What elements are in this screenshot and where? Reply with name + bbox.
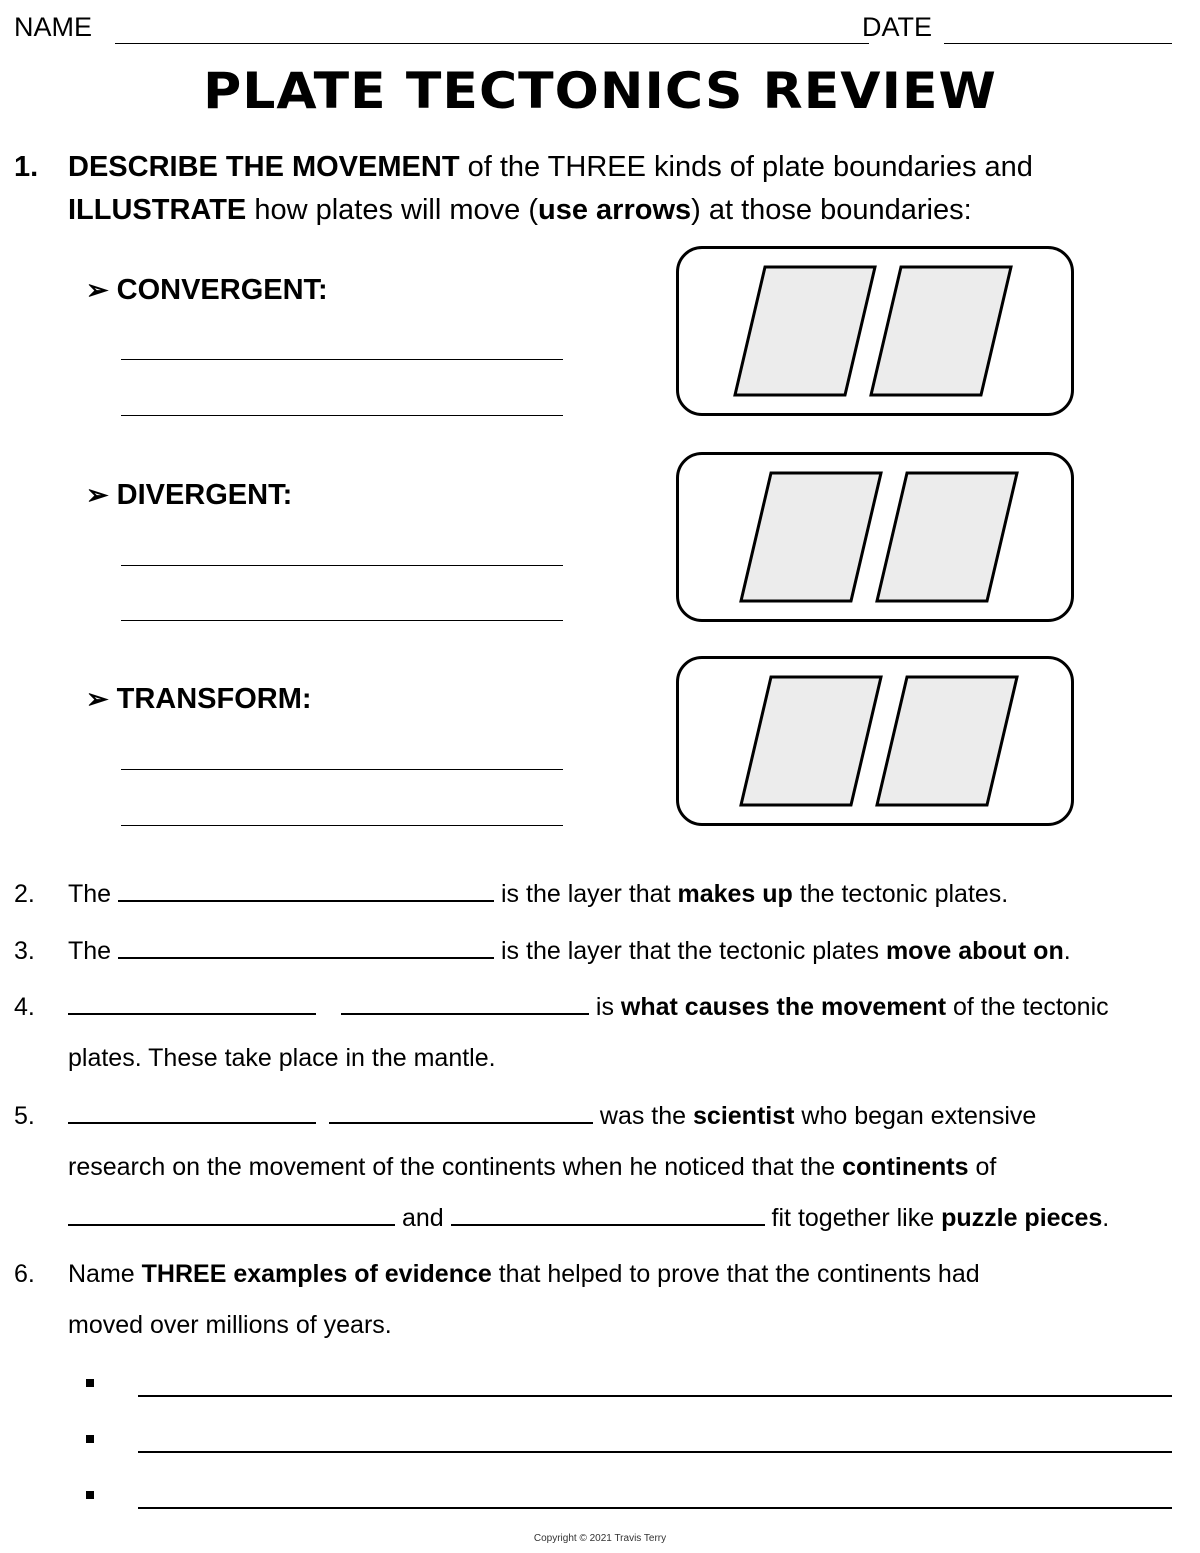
convergent-answer-line-1[interactable] bbox=[121, 359, 563, 360]
plates-icon bbox=[679, 455, 1071, 619]
question-text-continued bbox=[68, 1193, 1109, 1244]
answer-blank[interactable] bbox=[68, 1200, 395, 1226]
question-text bbox=[68, 869, 1008, 920]
page-title: PLATE TECTONICS REVIEW bbox=[203, 62, 997, 120]
question-text-continued bbox=[68, 1142, 996, 1193]
boundary-name: DIVERGENT: bbox=[116, 479, 293, 511]
emphasis: makes up bbox=[677, 880, 793, 908]
date-label: DATE bbox=[862, 12, 933, 42]
text: of bbox=[968, 1153, 997, 1181]
transform-answer-line-1[interactable] bbox=[121, 769, 563, 770]
text: and bbox=[395, 1204, 451, 1232]
transform-label bbox=[86, 683, 312, 716]
text: was the bbox=[592, 1102, 694, 1130]
answer-blank[interactable] bbox=[68, 1098, 316, 1124]
copyright-notice: Copyright © 2021 Travis Terry bbox=[533, 1533, 667, 1544]
emphasis: move about on bbox=[885, 937, 1064, 965]
divergent-illustration-box[interactable] bbox=[676, 452, 1074, 622]
arrow-bullet-icon: ➢ bbox=[86, 275, 109, 305]
emphasis: THREE examples of evidence bbox=[141, 1260, 492, 1288]
arrow-bullet-icon: ➢ bbox=[86, 480, 109, 510]
plates-icon bbox=[679, 659, 1071, 823]
square-bullet-icon bbox=[86, 1435, 94, 1443]
date-field[interactable] bbox=[944, 43, 1172, 44]
transform-illustration-box[interactable] bbox=[676, 656, 1074, 826]
text: who began extensive bbox=[794, 1102, 1037, 1130]
text: that helped to prove that the continents had bbox=[491, 1260, 980, 1288]
emphasis: DESCRIBE THE MOVEMENT bbox=[68, 151, 460, 183]
text: Name bbox=[68, 1260, 142, 1288]
header bbox=[14, 12, 1172, 46]
convergent-illustration-box[interactable] bbox=[676, 246, 1074, 416]
square-bullet-icon bbox=[86, 1491, 94, 1499]
emphasis: puzzle pieces bbox=[941, 1204, 1103, 1232]
text: is the layer that the tectonic plates bbox=[494, 937, 886, 965]
emphasis: continents bbox=[842, 1153, 969, 1181]
answer-blank[interactable] bbox=[341, 989, 589, 1015]
plates-icon bbox=[679, 249, 1071, 413]
text: how plates will move ( bbox=[246, 194, 538, 226]
emphasis: scientist bbox=[693, 1102, 795, 1130]
text: is bbox=[588, 993, 621, 1021]
answer-blank[interactable] bbox=[451, 1200, 765, 1226]
text: fit together like bbox=[764, 1204, 942, 1232]
question-number: 4. bbox=[14, 993, 35, 1021]
question-4 bbox=[14, 982, 1194, 1084]
text: . bbox=[1102, 1204, 1110, 1232]
question-number: 6. bbox=[14, 1260, 35, 1288]
name-field[interactable] bbox=[115, 43, 869, 44]
name-label: NAME bbox=[14, 12, 93, 42]
question-number: 1. bbox=[14, 151, 39, 183]
text: The bbox=[68, 937, 112, 965]
transform-answer-line-2[interactable] bbox=[121, 825, 563, 826]
answer-blank[interactable] bbox=[118, 933, 494, 959]
question-number: 2. bbox=[14, 880, 35, 908]
arrow-bullet-icon: ➢ bbox=[86, 684, 109, 714]
emphasis: use arrows bbox=[538, 194, 692, 226]
divergent-answer-line-1[interactable] bbox=[121, 565, 563, 566]
question-6 bbox=[14, 1249, 1194, 1351]
text: of the tectonic bbox=[946, 993, 1109, 1021]
question-text bbox=[68, 1249, 980, 1300]
text: of the THREE kinds of plate boundaries and bbox=[459, 151, 1033, 183]
text: . bbox=[1063, 937, 1071, 965]
evidence-answer-line-3[interactable] bbox=[138, 1507, 1172, 1509]
emphasis: ILLUSTRATE bbox=[68, 194, 247, 226]
text: is the layer that bbox=[494, 880, 678, 908]
question-text-continued: plates. These take place in the mantle. bbox=[68, 1044, 496, 1072]
question-2 bbox=[14, 869, 1194, 920]
question-text bbox=[68, 926, 1071, 977]
question-text bbox=[68, 982, 1109, 1033]
convergent-label bbox=[86, 274, 328, 307]
square-bullet-icon bbox=[86, 1379, 94, 1387]
boundary-name: TRANSFORM: bbox=[116, 683, 312, 715]
answer-blank[interactable] bbox=[329, 1098, 593, 1124]
text: The bbox=[68, 880, 112, 908]
evidence-answer-line-1[interactable] bbox=[138, 1395, 1172, 1397]
divergent-label bbox=[86, 479, 292, 512]
emphasis: what causes the movement bbox=[620, 993, 947, 1021]
question-text bbox=[68, 1091, 1036, 1142]
boundary-name: CONVERGENT: bbox=[116, 274, 328, 306]
text: ) at those boundaries: bbox=[691, 194, 972, 226]
answer-blank[interactable] bbox=[68, 989, 316, 1015]
question-text bbox=[68, 146, 1148, 232]
divergent-answer-line-2[interactable] bbox=[121, 620, 563, 621]
question-number: 5. bbox=[14, 1102, 35, 1130]
question-number: 3. bbox=[14, 937, 35, 965]
answer-blank[interactable] bbox=[118, 876, 494, 902]
text: the tectonic plates. bbox=[792, 880, 1009, 908]
question-3 bbox=[14, 926, 1194, 977]
text: research on the movement of the continents when he noticed that the bbox=[68, 1153, 843, 1181]
convergent-answer-line-2[interactable] bbox=[121, 415, 563, 416]
evidence-answer-line-2[interactable] bbox=[138, 1451, 1172, 1453]
question-5 bbox=[14, 1091, 1194, 1244]
question-text-continued: moved over millions of years. bbox=[68, 1311, 392, 1339]
